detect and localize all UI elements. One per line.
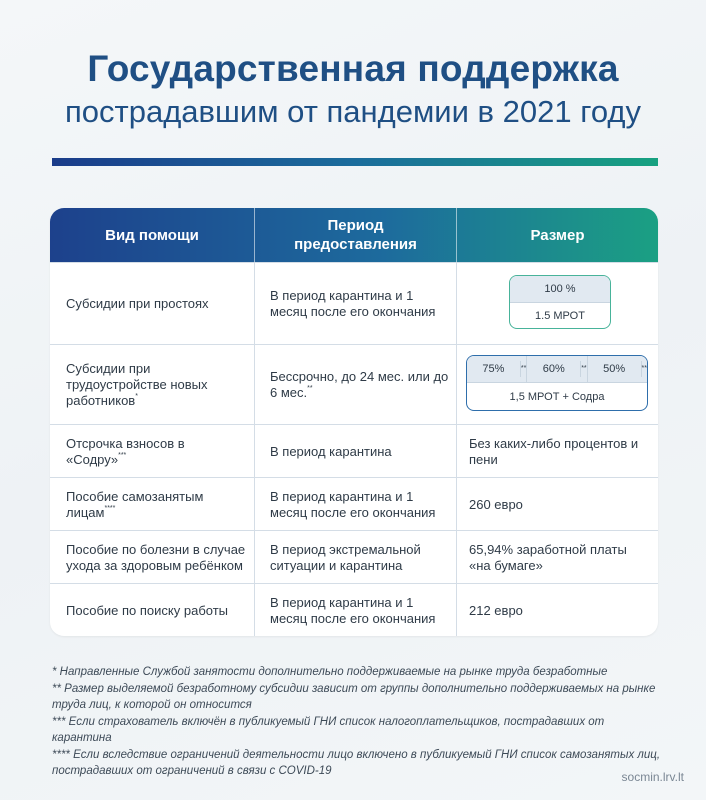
footnote: *** Если страхователь включён в публикуемый ГНИ список налогоплательщиков, пострадавших от карантина <box>52 715 605 744</box>
site-link[interactable]: socmin.lrv.lt <box>621 770 684 784</box>
support-table <box>50 208 658 636</box>
table-row <box>50 262 658 345</box>
size-percent: 60% ** <box>527 356 587 382</box>
header-size: Размер <box>530 226 585 244</box>
footnote: ** Размер выделяемой безработному субсидии зависит от группы дополнительно поддерживаемых на рынке труда лиц, к которой он относится <box>52 682 656 711</box>
page-title: Государственная поддержка <box>87 48 619 89</box>
cell-period: В период карантина и 1 месяц после его окончания <box>255 478 457 531</box>
size-amount: 1,5 МРОТ + Содра <box>509 390 605 403</box>
cell-period: В период карантина <box>255 425 457 478</box>
table-row <box>50 424 658 478</box>
cell-size <box>457 345 658 425</box>
cell-size <box>457 263 658 345</box>
cell-period: Бессрочно, до 24 мес. или до 6 мес.** <box>255 345 457 425</box>
cell-period: В период карантина и 1 месяц после его окончания <box>255 584 457 636</box>
cell-type: Субсидии при простоях <box>50 263 255 345</box>
cell-type: Пособие по болезни в случае ухода за здоровым ребёнком <box>50 531 255 584</box>
page-subtitle: пострадавшим от пандемии в 2021 году <box>65 94 641 129</box>
table-row <box>50 344 658 425</box>
header-period: Период предоставления <box>255 208 457 262</box>
size-box <box>509 275 611 329</box>
cell-period: В период экстремальной ситуации и карантина <box>255 531 457 584</box>
cell-size: 212 евро <box>469 602 523 618</box>
cell-size: 260 евро <box>469 496 523 512</box>
cell-period: В период карантина и 1 месяц после его окончания <box>255 263 457 345</box>
header-type: Вид помощи <box>50 208 255 262</box>
size-box <box>466 355 648 411</box>
size-amount: 1.5 МРОТ <box>535 309 585 322</box>
footnote: * Направленные Службой занятости дополнительно поддерживаемые на рынке труда безработные <box>52 666 608 678</box>
table-row <box>50 583 658 636</box>
cell-type: Пособие самозанятым лицам**** <box>50 478 255 531</box>
table-row <box>50 530 658 584</box>
footnote: **** Если вследствие ограничений деятельности лицо включено в публикуемый ГНИ список самозанятых лиц, пострадавших от ограничений в связи с COVID-19 <box>52 748 661 777</box>
footnotes <box>52 664 662 780</box>
cell-type: Субсидии при трудоустройстве новых работников* <box>50 345 255 425</box>
cell-type: Отсрочка взносов в «Содру»*** <box>50 425 255 478</box>
cell-size: Без каких-либо процентов и пени <box>469 435 639 467</box>
size-percent: 50% ** <box>588 356 647 382</box>
table-row <box>50 477 658 531</box>
table-header <box>50 208 658 262</box>
size-percent: 75% ** <box>467 356 527 382</box>
title-divider <box>52 158 658 166</box>
cell-size: 65,94% заработной платы «на бумаге» <box>469 541 627 573</box>
cell-type: Пособие по поиску работы <box>50 584 255 636</box>
size-percent: 100 % <box>510 276 610 303</box>
